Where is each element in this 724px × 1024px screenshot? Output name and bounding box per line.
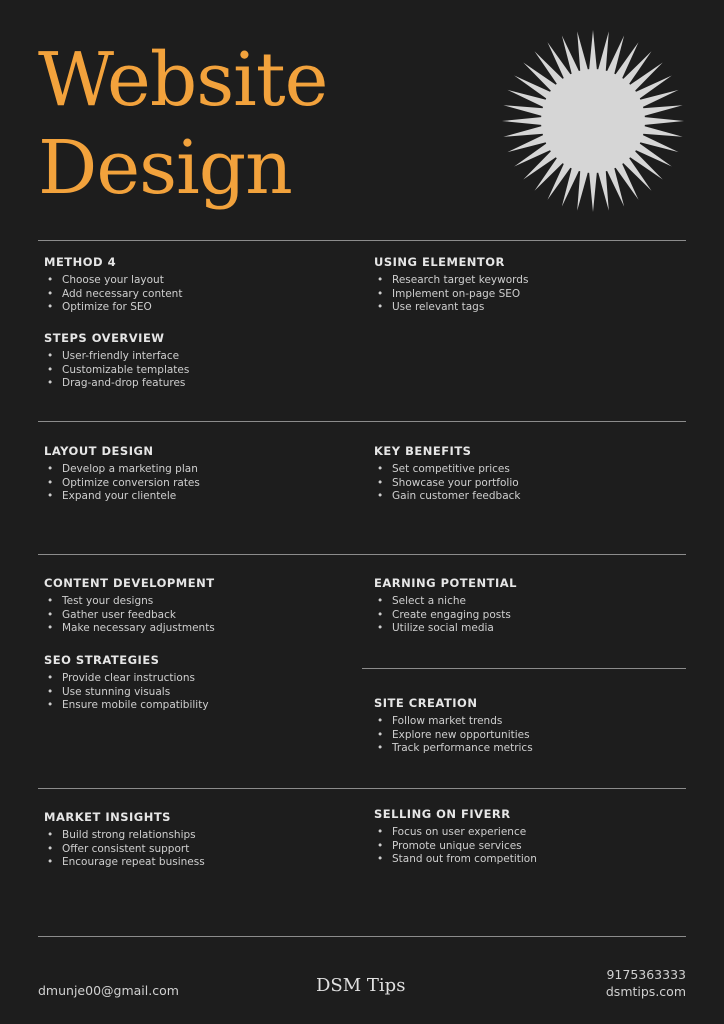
list-item: • Gather user feedback <box>62 609 344 623</box>
section-method-4 <box>44 255 344 315</box>
footer-brand: DSM Tips <box>316 975 406 996</box>
title-line-2: Design <box>38 125 292 211</box>
section-heading: SITE CREATION <box>374 696 478 710</box>
section-earning-potential <box>374 576 674 636</box>
list-item: • Create engaging posts <box>392 609 674 623</box>
sun-ray <box>640 105 683 117</box>
section-heading: SELLING ON FIVERR <box>374 807 511 821</box>
footer-phone[interactable]: 9175363333 <box>606 967 686 982</box>
divider-1 <box>38 240 686 241</box>
list-item: • Test your designs <box>62 595 344 609</box>
divider-4 <box>362 668 686 669</box>
section-using-elementor <box>374 255 674 315</box>
sun-ray <box>641 117 684 125</box>
sun-ray <box>503 105 546 117</box>
footer-contact <box>606 966 686 1000</box>
divider-5 <box>38 788 686 789</box>
list-item: • Gain customer feedback <box>392 490 674 504</box>
list-item: • Showcase your portfolio <box>392 477 674 491</box>
list-item: • Set competitive prices <box>392 463 674 477</box>
list-item: • Explore new opportunities <box>392 729 674 743</box>
sun-ray <box>640 125 683 137</box>
list-item: • Offer consistent support <box>62 843 344 857</box>
list-item: • Follow market trends <box>392 715 674 729</box>
bullet-list <box>374 274 674 315</box>
list-item: • Use stunning visuals <box>62 686 344 700</box>
bullet-list <box>44 274 344 315</box>
section-heading: METHOD 4 <box>44 255 117 269</box>
section-heading: EARNING POTENTIAL <box>374 576 517 590</box>
bullet-list <box>374 826 674 867</box>
list-item: • Customizable templates <box>62 364 344 378</box>
sun-ray <box>589 169 597 212</box>
list-item: • Make necessary adjustments <box>62 622 344 636</box>
list-item: • Choose your layout <box>62 274 344 288</box>
section-heading: KEY BENEFITS <box>374 444 472 458</box>
bullet-list <box>374 595 674 636</box>
list-item: • Optimize conversion rates <box>62 477 344 491</box>
bullet-list <box>374 715 674 756</box>
section-selling-on-fiverr <box>374 807 674 867</box>
list-item: • Focus on user experience <box>392 826 674 840</box>
footer-website[interactable]: dsmtips.com <box>605 984 686 999</box>
list-item: • Stand out from competition <box>392 853 674 867</box>
sun-ray <box>577 168 589 211</box>
section-content-development <box>44 576 344 636</box>
list-item: • Encourage repeat business <box>62 856 344 870</box>
bullet-list <box>44 350 344 391</box>
list-item: • Ensure mobile compatibility <box>62 699 344 713</box>
section-heading: SEO STRATEGIES <box>44 653 160 667</box>
list-item: • Use relevant tags <box>392 301 674 315</box>
divider-2 <box>38 421 686 422</box>
divider-6 <box>38 936 686 937</box>
section-steps-overview <box>44 331 344 391</box>
list-item: • Develop a marketing plan <box>62 463 344 477</box>
sun-ray <box>577 31 589 74</box>
bullet-list <box>44 463 344 504</box>
list-item: • Provide clear instructions <box>62 672 344 686</box>
section-heading: LAYOUT DESIGN <box>44 444 154 458</box>
list-item: • Expand your clientele <box>62 490 344 504</box>
list-item: • Optimize for SEO <box>62 301 344 315</box>
footer-email[interactable]: dmunje00@gmail.com <box>38 983 179 998</box>
section-heading: CONTENT DEVELOPMENT <box>44 576 215 590</box>
sun-ray <box>589 30 597 73</box>
sun-ray <box>502 117 545 125</box>
section-seo-strategies <box>44 653 344 713</box>
bullet-list <box>44 595 344 636</box>
bullet-list <box>374 463 674 504</box>
list-item: • Select a niche <box>392 595 674 609</box>
section-market-insights <box>44 810 344 870</box>
list-item: • Implement on-page SEO <box>392 288 674 302</box>
bullet-list <box>44 829 344 870</box>
section-site-creation <box>374 696 674 756</box>
divider-3 <box>38 554 686 555</box>
sun-ray <box>503 125 546 137</box>
sun-ray <box>597 31 609 74</box>
section-key-benefits <box>374 444 674 504</box>
list-item: • User-friendly interface <box>62 350 344 364</box>
page-title <box>38 36 327 212</box>
list-item: • Promote unique services <box>392 840 674 854</box>
sun-ray <box>597 168 609 211</box>
section-heading: STEPS OVERVIEW <box>44 331 165 345</box>
list-item: • Utilize social media <box>392 622 674 636</box>
section-heading: USING ELEMENTOR <box>374 255 505 269</box>
bullet-list <box>44 672 344 713</box>
section-heading: MARKET INSIGHTS <box>44 810 171 824</box>
title-line-1: Website <box>38 37 328 123</box>
list-item: • Drag-and-drop features <box>62 377 344 391</box>
list-item: • Add necessary content <box>62 288 344 302</box>
list-item: • Research target keywords <box>392 274 674 288</box>
list-item: • Track performance metrics <box>392 742 674 756</box>
list-item: • Build strong relationships <box>62 829 344 843</box>
section-layout-design <box>44 444 344 504</box>
starburst-icon <box>500 28 686 214</box>
